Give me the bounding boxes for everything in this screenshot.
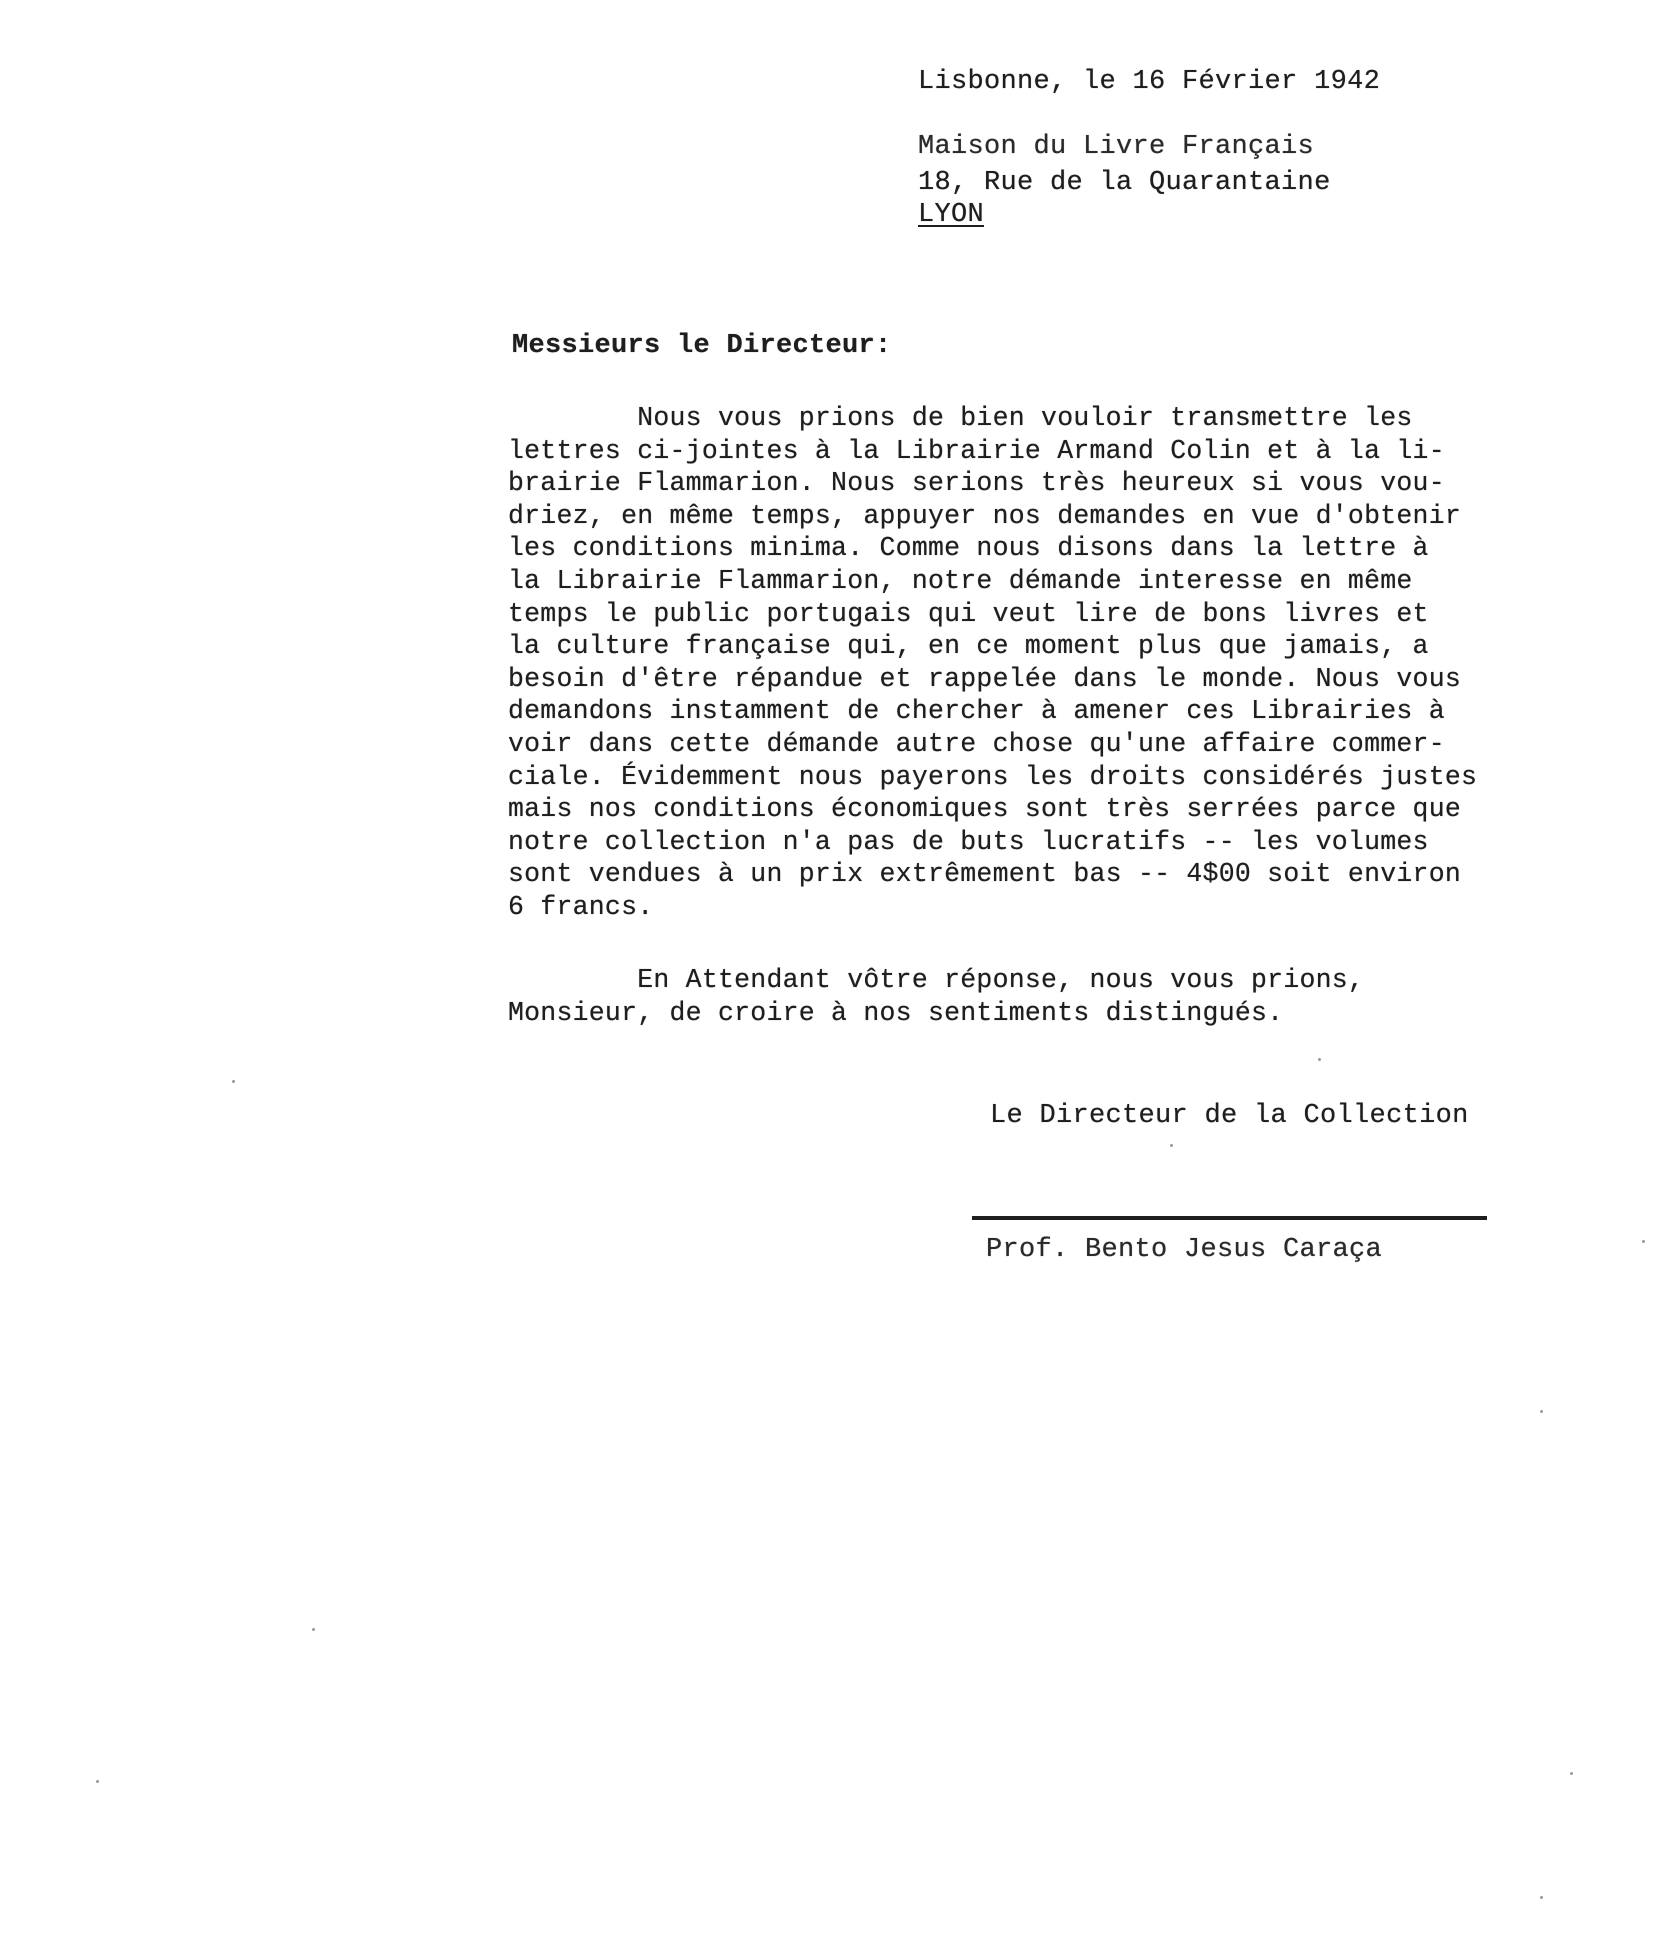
recipient-street: 18, Rue de la Quarantaine xyxy=(918,168,1331,198)
body-line: mais nos conditions économiques sont très serrées parce que xyxy=(508,794,1462,825)
recipient-name: Maison du Livre Français xyxy=(918,132,1315,162)
scan-speck xyxy=(312,1628,315,1631)
body-line: driez, en même temps, appuyer nos demandes en vue d'obtenir xyxy=(508,500,1462,531)
signature-rule xyxy=(972,1216,1487,1220)
body-line: brairie Flammarion. Nous serions très heureux si vous vou- xyxy=(508,468,1445,499)
salutation: Messieurs le Directeur: xyxy=(512,331,892,361)
scan-speck xyxy=(1570,1772,1573,1775)
body-line: demandons instamment de chercher à amener ces Librairies à xyxy=(508,696,1445,727)
closing-line: Monsieur, de croire à nos sentiments distingués. xyxy=(508,997,1284,1028)
scan-speck xyxy=(96,1780,99,1783)
scan-speck xyxy=(1170,1144,1173,1147)
scan-speck xyxy=(232,1080,235,1083)
date-line: Lisbonne, le 16 Février 1942 xyxy=(918,67,1381,97)
scan-speck xyxy=(1540,1410,1543,1413)
signature-title: Le Directeur de la Collection xyxy=(990,1101,1469,1131)
recipient-city: LYON xyxy=(918,200,985,230)
body-line: Nous vous prions de bien vouloir transmettre les xyxy=(508,403,1413,433)
body-line: 6 francs. xyxy=(508,891,654,922)
body-line: notre collection n'a pas de buts lucratifs -- les volumes xyxy=(508,826,1429,857)
body-line: besoin d'être répandue et rappelée dans le monde. Nous vous xyxy=(508,663,1462,694)
scan-speck xyxy=(1318,1058,1321,1061)
body-line: la culture française qui, en ce moment plus que jamais, a xyxy=(508,631,1429,662)
closing-line: En Attendant vôtre réponse, nous vous prions, xyxy=(508,965,1365,995)
body-line: ciale. Évidemment nous payerons les droits considérés justes xyxy=(508,761,1478,792)
body-line: lettres ci-jointes à la Librairie Armand Colin et à la li- xyxy=(508,435,1445,466)
body-line: la Librairie Flammarion, notre démande interesse en même xyxy=(508,565,1413,596)
body-line: voir dans cette démande autre chose qu'une affaire commer- xyxy=(508,728,1445,759)
body-line: temps le public portugais qui veut lire de bons livres et xyxy=(508,598,1429,629)
body-line: les conditions minima. Comme nous disons dans la lettre à xyxy=(508,533,1429,564)
signature-name: Prof. Bento Jesus Caraça xyxy=(986,1235,1383,1265)
letter-body xyxy=(508,402,1508,924)
scan-speck xyxy=(1642,1240,1645,1243)
scan-speck xyxy=(1540,1896,1543,1899)
closing-paragraph xyxy=(508,964,1508,1029)
body-line: sont vendues à un prix extrêmement bas -- 4$00 soit environ xyxy=(508,859,1462,890)
